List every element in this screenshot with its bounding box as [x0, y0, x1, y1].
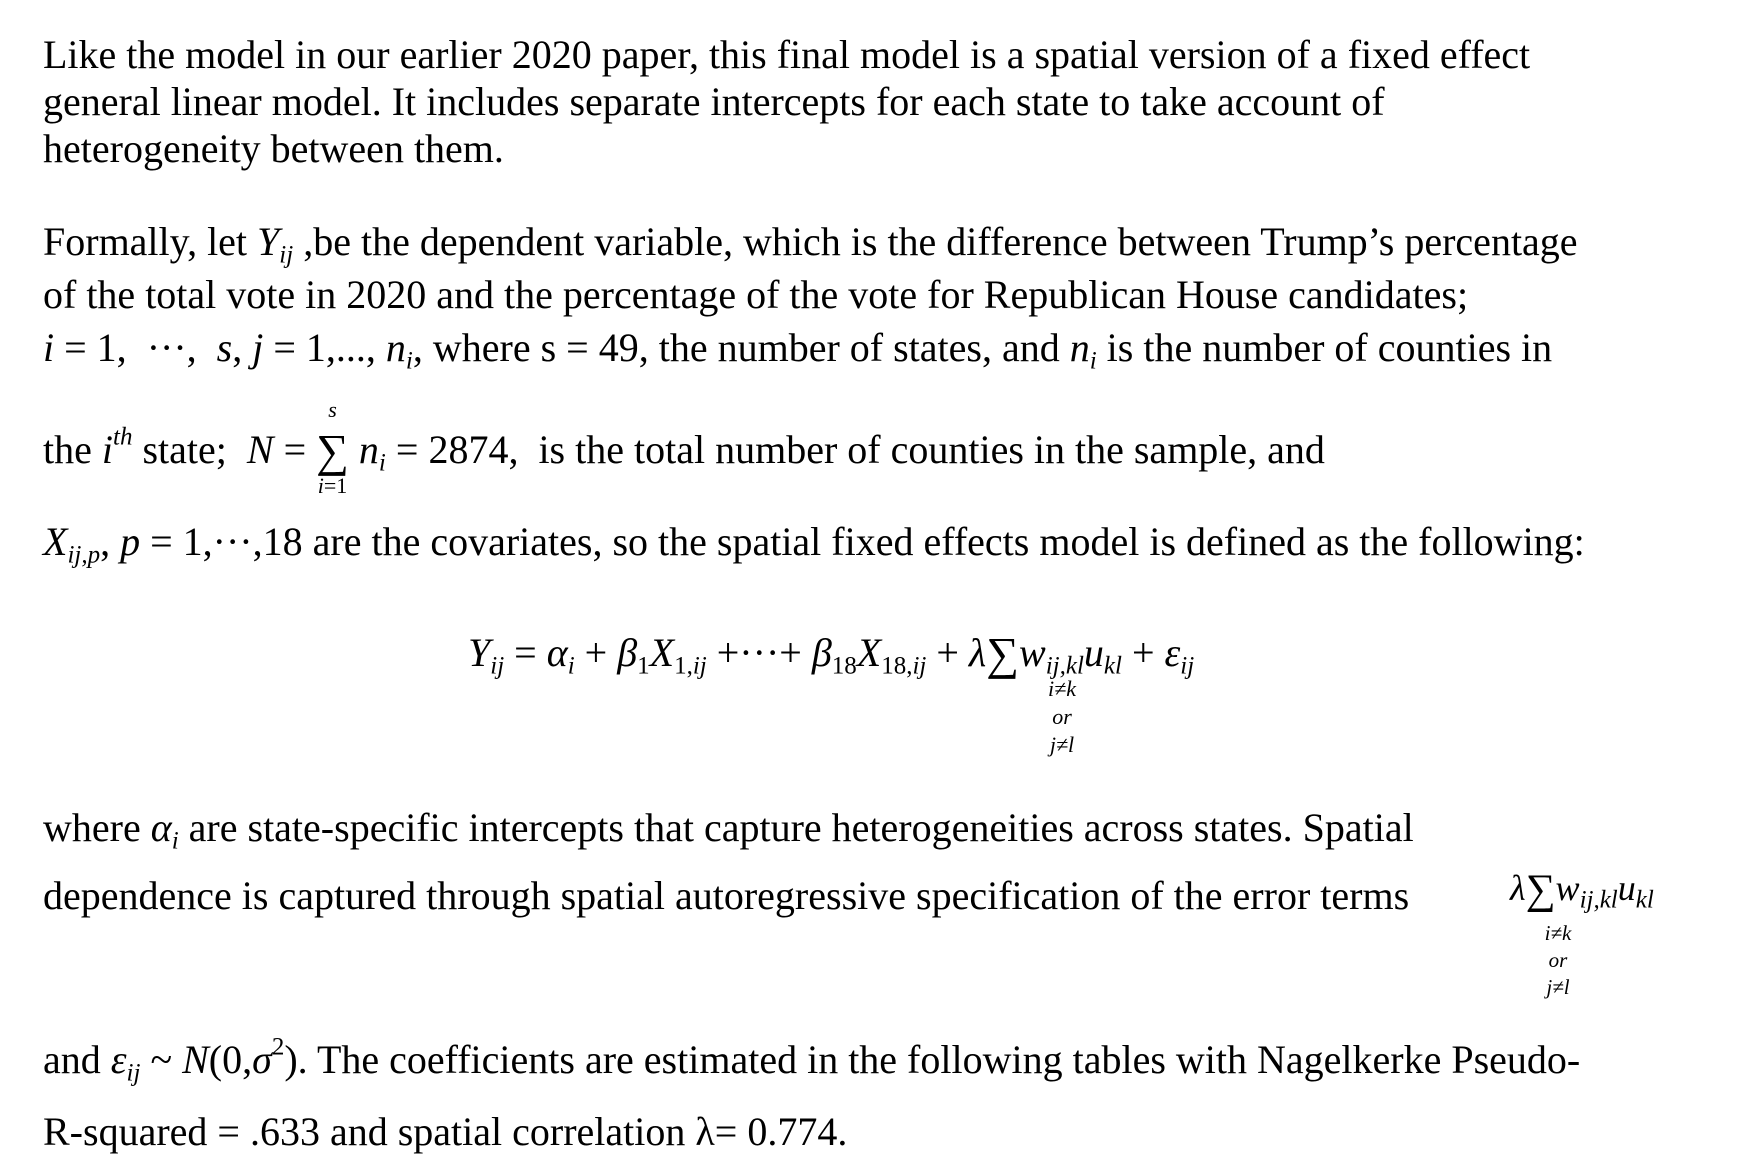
inline-condition-or: or: [1548, 948, 1568, 972]
paragraph-3-line-3: [43, 1033, 1581, 1087]
paragraph-2-line-3: [43, 325, 1553, 375]
math-covariates: $X_{ij,p}$, p = 1,···,18: [43, 519, 303, 569]
condition-j-neq-l: j≠l: [1049, 732, 1075, 757]
equation-sum-conditions: [1022, 675, 1102, 759]
paragraph-1-line-3: heterogeneity between them.: [43, 126, 504, 171]
text-number-of-counties: is the number of counties in: [1096, 325, 1553, 370]
text-coefficients: The coefficients are estimated in the following tables with Nagelkerke Pseudo-: [316, 1037, 1581, 1082]
paragraph-2-line-4: [43, 397, 1325, 498]
text-state: state;: [132, 427, 227, 472]
math-epsilon-distribution: $\varepsilon_{ij}$ ~ $N(0,\sigma^2)$.: [110, 1033, 308, 1087]
text-dependent-variable: ,be the dependent variable, which is the difference between Trump’s percentage: [293, 219, 1578, 264]
math-i-th: $i^{th}$: [101, 423, 133, 472]
text-the: the: [43, 427, 102, 472]
inline-condition-j-neq-l: j≠l: [1546, 975, 1570, 999]
paragraph-2-line-1: [43, 219, 1578, 269]
text-covariates: are the covariates, so the spatial fixed effects model is defined as the following:: [312, 519, 1585, 564]
paragraph-1-line-2: general linear model. It includes separate intercepts for each state to take account of: [43, 79, 1385, 124]
math-index-ranges: i = 1, ···, s, j = 1,..., $n_i$,: [43, 325, 423, 375]
math-y-ij: $Y_{ij}$: [257, 219, 294, 269]
paragraph-3-line-1: [43, 805, 1414, 855]
math-alpha-i: $\alpha_i$: [150, 805, 179, 855]
text-state-specific: are state-specific intercepts that capture heterogeneities across states. Spatial: [178, 805, 1414, 850]
condition-i-neq-k: i≠k: [1048, 676, 1076, 701]
text-formally: Formally, let: [43, 219, 258, 264]
inline-sum-conditions: [1528, 920, 1588, 1001]
paragraph-2-line-2: of the total vote in 2020 and the percentage of the vote for Republican House candidates;: [43, 272, 1469, 317]
paragraph-1-line-1: Like the model in our earlier 2020 paper, this final model is a spatial version of a fixed effect: [43, 32, 1531, 77]
paragraph-2-line-5: [43, 519, 1585, 569]
summation-i-1-to-s: ∑ s i=1: [316, 397, 349, 498]
text-where-s: where s = 49, the number of states, and: [432, 325, 1070, 370]
math-n-i: $n_i$: [1069, 325, 1097, 375]
paragraph-3-line-4: R-squared = .633 and spatial correlation λ= 0.774.: [43, 1109, 848, 1154]
condition-or: or: [1052, 704, 1072, 729]
inline-error-term: $\lambda\sum w_{ij,kl}u_{kl}$: [1510, 867, 1654, 914]
text-total-counties: is the total number of counties in the sample, and: [538, 427, 1325, 472]
paragraph-3-line-2: [43, 873, 1410, 918]
text-and: and: [43, 1037, 111, 1082]
model-equation: $Y_{ij} = \alpha_i + \beta_1X_{1,ij}$ +···+ $\beta_{18}X_{18,ij} + \lambda\sum w_{ij,kl}u_{kl} + \varepsilon_{ij}$: [468, 628, 1195, 680]
inline-condition-i-neq-k: i≠k: [1544, 921, 1572, 945]
math-total-value: 2874,: [428, 427, 519, 472]
text-spatial-dependence: dependence is captured through spatial autoregressive specification of the error terms: [43, 873, 1410, 918]
math-total-n: N = ∑ s i=1 $n_i$ =: [236, 397, 419, 498]
text-where: where: [43, 805, 151, 850]
